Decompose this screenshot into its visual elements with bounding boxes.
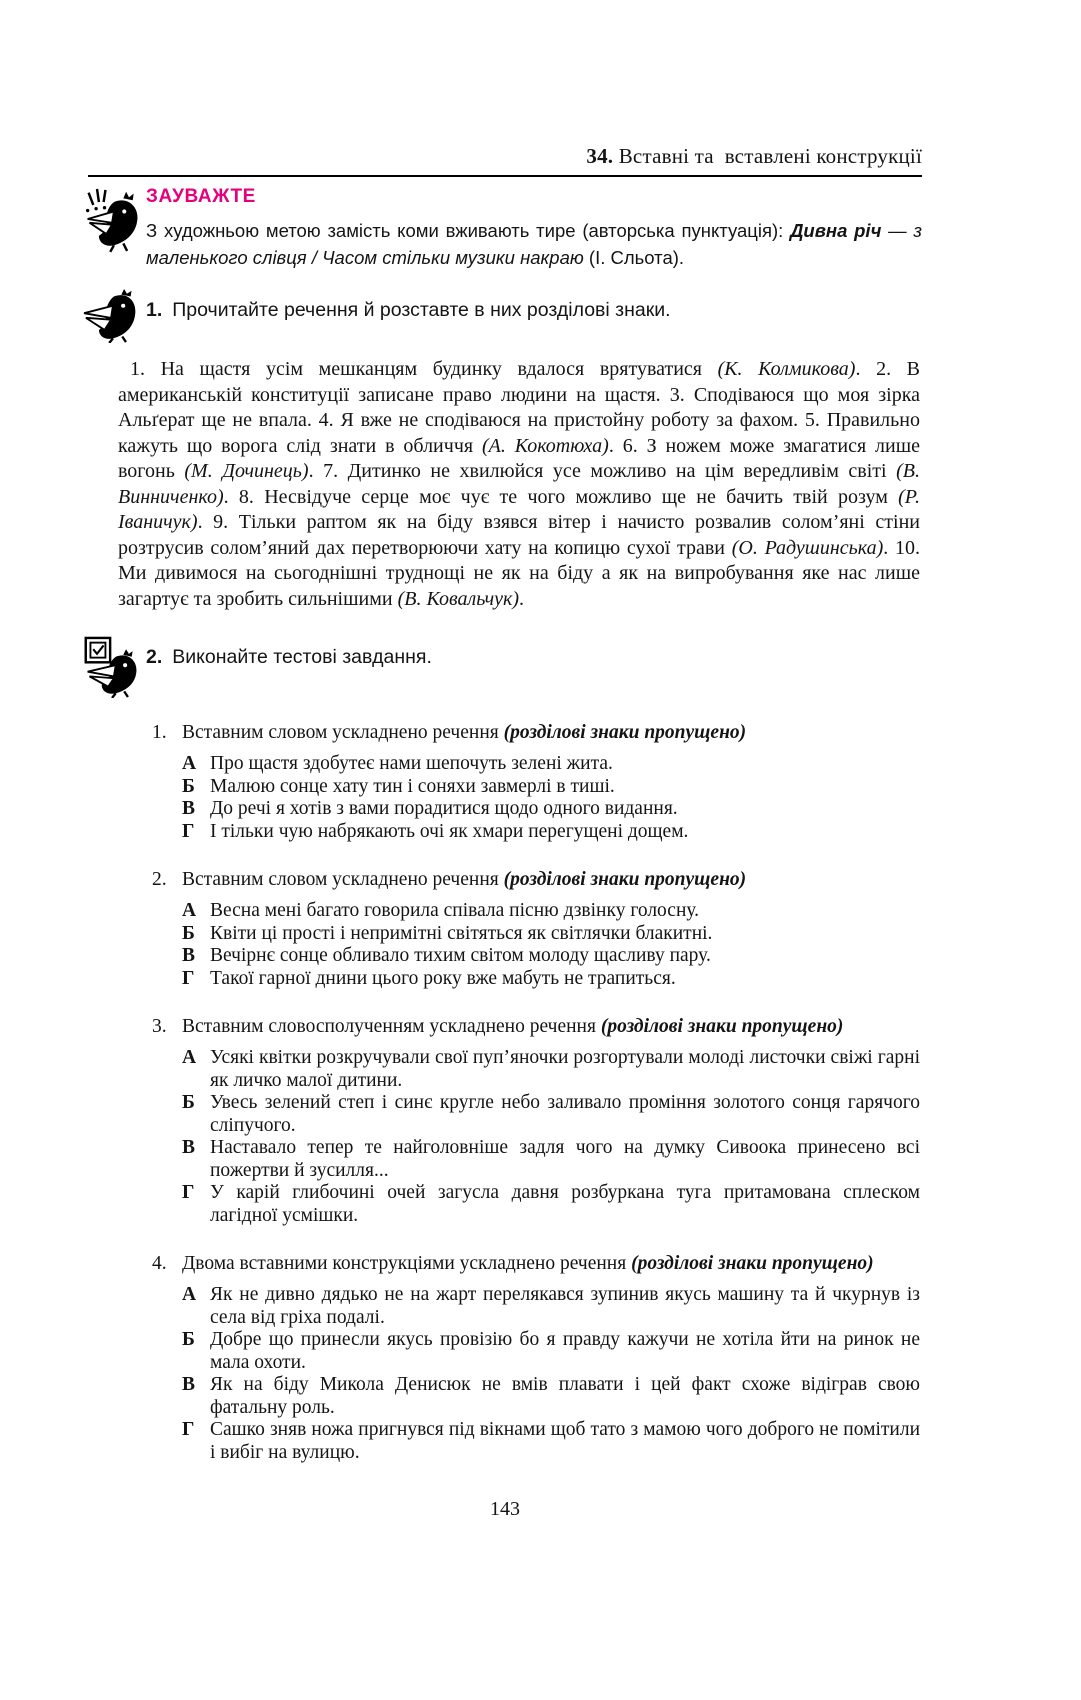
option-row xyxy=(182,1137,922,1182)
option-row xyxy=(182,798,922,821)
option-text: Добре що принесли якусь провізію бо я правду кажучи не хотіла йти на ринок не мала охоти. xyxy=(210,1329,920,1373)
task1-instruction-line xyxy=(146,289,922,323)
option-row xyxy=(182,1374,922,1419)
question-note: (розділові знаки пропущено) xyxy=(631,1253,874,1274)
task2-instruction-line xyxy=(146,636,922,670)
option-text: Квіти ці прості і непримітні світяться як світлячки блакитні. xyxy=(210,922,713,944)
question-stem: Вставним словом ускладнено речення (розділові знаки пропущено) xyxy=(182,869,747,890)
option-text: У карій глибочині очей загусла давня розбуркана туга притамована сплеском лагідної усмішки. xyxy=(210,1182,920,1226)
exercise-paragraph: 1. На щастя усім мешканцям будинку вдалося врятуватися (К. Колмикова). 2. В американській конституції записане право людини на щастя. 3. Сподіваюся що моя зірка Альґерат ще не впала. 4. Я вже не сподіваюся на пристойну роботу за фахом. 5. Правильно кажуть що ворога слід знати в обличчя (А. Кокотюха). 6. З ножем може змагатися лише вогонь (М. Дочинець). 7. Дитинко не хвилюйся усе можливо на цім вередливім світі (В. Винниченко). 8. Несвідуче серце моє чує те чого можливо ще не бачить твій розум (Р. Іваничук). 9. Тільки раптом як на біду взявся вітер і начисто розвалив солом’яні стіни розтрусив солом’яний дах перетворюючи хату на копицю сухої трави (О. Радушинська). 10. Ми дивимося на сьогоднішні труднощі не як на біду а як на випробування яке нас лише загартує та зробить сильнішими (В. Ковальчук). xyxy=(118,358,921,610)
option-text: Сашко зняв ножа пригнувся під вікнами щоб тато з мамою чого доброго не помітили і вибіг на вулицю. xyxy=(210,1419,920,1463)
option-row xyxy=(182,1047,922,1092)
questions-list xyxy=(152,722,922,1464)
question-number: 4. xyxy=(152,1253,167,1274)
crow-exclaim-icon xyxy=(82,184,146,254)
option-letter: А xyxy=(182,900,197,921)
header-rule xyxy=(88,175,922,177)
page-content xyxy=(88,184,922,1521)
task2-instruction: Виконайте тестові завдання. xyxy=(172,646,432,668)
page-header xyxy=(88,144,922,169)
option-letter: Б xyxy=(182,1329,195,1350)
option-row xyxy=(182,776,922,799)
option-letter: Б xyxy=(182,922,195,944)
option-text: Про щастя здобутеє нами шепочуть зелені жита. xyxy=(210,753,613,774)
option-letter: В xyxy=(182,1137,196,1158)
option-row xyxy=(182,1419,922,1464)
notice-body xyxy=(146,184,922,271)
option-text: І тільки чую набрякають очі як хмари перегущені дощем. xyxy=(210,820,689,842)
task2-number: 2. xyxy=(146,646,163,668)
question-number: 1. xyxy=(152,722,167,743)
option-text: Такої гарної днини цього року вже мабуть не трапиться. xyxy=(210,967,676,989)
option-text: До речі я хотів з вами порадитися щодо одного видання. xyxy=(210,798,678,819)
task1-block xyxy=(88,289,922,343)
option-letter: А xyxy=(182,1047,197,1068)
task1-instruction: Прочитайте речення й розставте в них розділові знаки. xyxy=(172,299,671,321)
question-1 xyxy=(152,722,922,843)
notice-text: З художньою метою замість коми вживають тире (авторська пунктуація): Дивна річ — з маленького слівця / Часом стільки музики накраю (І. Сльота). xyxy=(146,220,922,268)
option-text: Усякі квітки розкручували свої пуп’яночки розгортували молоді листочки свіжі гарні як личко малої дитини. xyxy=(210,1047,920,1091)
notice-block xyxy=(88,184,922,271)
option-text: Весна мені багато говорила співала пісню дзвінку голосну. xyxy=(210,900,700,921)
option-text: Вечірнє сонце обливало тихим світом молоду щасливу пару. xyxy=(210,945,711,966)
option-text: Увесь зелений степ і синє кругле небо заливало проміння золотого сонця гарячого сліпучого. xyxy=(210,1092,920,1136)
question-3 xyxy=(152,1016,922,1227)
option-row xyxy=(182,1284,922,1329)
option-text: Малюю сонце хату тин і соняхи завмерлі в тиші. xyxy=(210,775,615,797)
task2-block xyxy=(88,636,922,698)
option-letter: Б xyxy=(182,775,195,797)
question-number: 2. xyxy=(152,869,167,890)
section-number: 34. xyxy=(586,144,614,168)
option-letter: В xyxy=(182,1374,196,1395)
option-row xyxy=(182,945,922,968)
question-number: 3. xyxy=(152,1016,167,1037)
option-row xyxy=(182,900,922,923)
option-row xyxy=(182,1182,922,1227)
option-letter: А xyxy=(182,753,197,774)
option-letter: А xyxy=(182,1284,197,1305)
option-text: Як не дивно дядько не на жарт перелякався зупинив якусь машину та й чкурнув із села від гріха подалі. xyxy=(210,1284,920,1328)
option-row xyxy=(182,968,922,991)
option-letter: Г xyxy=(182,1182,195,1203)
option-letter: Б xyxy=(182,1092,195,1113)
section-title: Вставні та вставлені конструкції xyxy=(618,144,922,168)
option-letter: Г xyxy=(182,967,195,989)
crow-test-icon xyxy=(82,636,146,698)
question-stem: Двома вставними конструкціями ускладнено речення (розділові знаки пропущено) xyxy=(182,1253,874,1274)
question-4 xyxy=(152,1253,922,1464)
question-note: (розділові знаки пропущено) xyxy=(503,869,747,890)
option-row xyxy=(182,753,922,776)
question-2 xyxy=(152,869,922,990)
option-row xyxy=(182,923,922,946)
question-note: (розділові знаки пропущено) xyxy=(503,722,747,743)
option-row xyxy=(182,1329,922,1374)
question-stem: Вставним словом ускладнено речення (розділові знаки пропущено) xyxy=(182,722,747,743)
option-text: Наставало тепер те найголовніше задля чого на думку Сивоока принесено всі пожертви й зусилля... xyxy=(210,1137,920,1181)
page-number: 143 xyxy=(490,1498,520,1520)
option-text: Як на біду Микола Денисюк не вмів плавати і цей факт схоже відіграв свою фатальну роль. xyxy=(210,1374,920,1418)
option-letter: В xyxy=(182,798,196,819)
task1-number: 1. xyxy=(146,299,163,321)
option-letter: Г xyxy=(182,1419,195,1440)
notice-label: ЗАУВАЖТЕ xyxy=(146,186,256,207)
option-row xyxy=(182,1092,922,1137)
option-letter: Г xyxy=(182,820,195,842)
option-row xyxy=(182,821,922,844)
question-note: (розділові знаки пропущено) xyxy=(600,1016,844,1037)
question-stem: Вставним словосполученням ускладнено речення (розділові знаки пропущено) xyxy=(182,1016,844,1037)
option-letter: В xyxy=(182,945,196,966)
crow-reading-icon xyxy=(82,289,146,343)
